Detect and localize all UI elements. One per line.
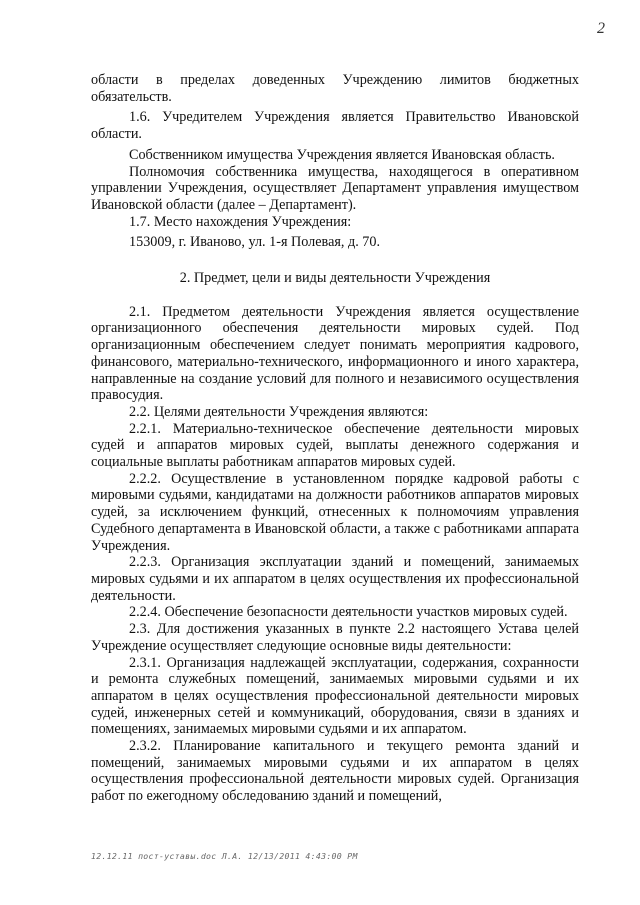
document-footer: 12.12.11 пост-уставы.doc Л.А. 12/13/2011 4:43:00 PM <box>91 851 358 861</box>
paragraph-founder: 1.6. Учредителем Учреждения является Правительство Ивановской области. <box>91 109 579 143</box>
paragraph-budget-obligations: области в пределах доведенных Учреждению лимитов бюджетных обязательств. <box>91 72 579 105</box>
paragraph-owner-powers: Полномочия собственника имущества, находящегося в оперативном управлении Учреждения, осуществляет Департамент управления имуществом Ивановской области (далее – Департамент). <box>91 163 579 213</box>
paragraph-2-2-3: 2.2.3. Организация эксплуатации зданий и помещений, занимаемых мировых судьями и их аппаратом в целях осуществления их профессиональной деятельности. <box>91 554 579 604</box>
paragraph-2-2-2: 2.2.2. Осуществление в установленном порядке кадровой работы с мировыми судьями, кандидатами на должности работников аппаратов мировых судей, за исключением функций, отнесенных к полномочиям управления Судебного департамента в Ивановской области, а также с работниками аппарата Учреждения. <box>91 470 579 554</box>
paragraph-2-1: 2.1. Предметом деятельности Учреждения является осуществление организационного обеспечения деятельности мировых судей. Под организационным обеспечением следует понимать мероприятия кадрового, финансового, материально-технического, информационного и иного характера, направленные на создание условий для полного и независимого осуществления правосудия. <box>91 303 579 404</box>
paragraph-2-3: 2.3. Для достижения указанных в пункте 2.2 настоящего Устава целей Учреждение осуществляет следующие основные виды деятельности: <box>91 621 579 654</box>
paragraph-address: 153009, г. Иваново, ул. 1-я Полевая, д. 70. <box>129 234 381 251</box>
paragraph-location-title: 1.7. Место нахождения Учреждения: <box>129 213 352 230</box>
paragraph-2-3-2: 2.3.2. Планирование капитального и текущего ремонта зданий и помещений, занимаемых мировыми судьями и их аппаратом в целях осуществления профессиональной деятельности мировых судей. Организация работ по ежегодному обследованию зданий и помещений, <box>91 738 579 805</box>
page-number: 2 <box>597 20 605 37</box>
paragraph-2-2-1: 2.2.1. Материально-техническое обеспечение деятельности мировых судей и аппаратов мировых судей, выплаты денежного содержания и социальные выплаты работникам аппаратов мировых судей. <box>91 420 579 471</box>
paragraph-property-owner: Собственником имущества Учреждения является Ивановская область. <box>129 146 555 163</box>
document-body <box>91 72 579 805</box>
paragraph-2-2: 2.2. Целями деятельности Учреждения являются: <box>129 403 429 420</box>
section-heading: 2. Предмет, цели и виды деятельности Учреждения <box>179 270 491 287</box>
paragraph-2-3-1: 2.3.1. Организация надлежащей эксплуатации, содержания, сохранности и ремонта служебных помещений, занимаемых мировыми судьями и их аппаратом в целях осуществления профессиональной деятельности мировых судей, инженерных сетей и коммуникаций, оборудования, связи в зданиях и помещениях, занимаемых мировыми судьями и их аппаратом. <box>91 654 579 738</box>
paragraph-2-2-4: 2.2.4. Обеспечение безопасности деятельности участков мировых судей. <box>129 604 568 621</box>
